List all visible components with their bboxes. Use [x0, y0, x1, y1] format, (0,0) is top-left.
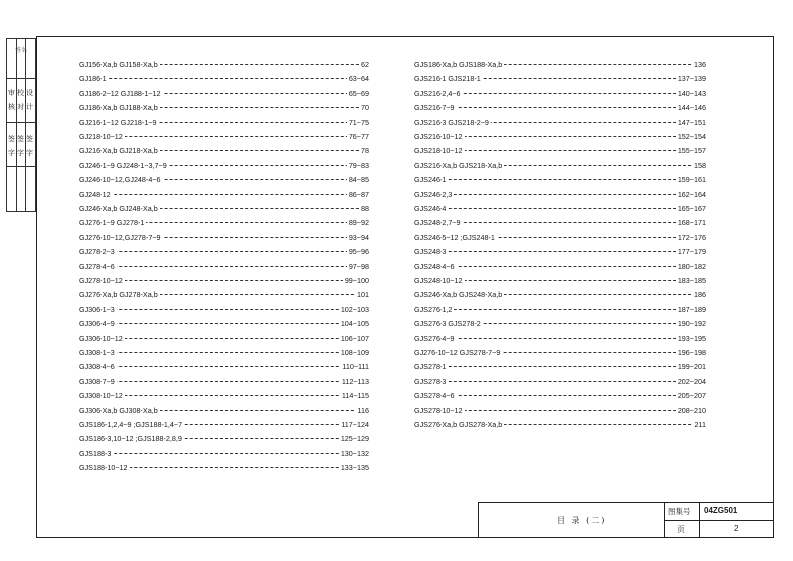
- toc-entry-page: 106~107: [340, 333, 369, 343]
- dotted-leader: [414, 107, 706, 108]
- toc-entry-code: GJS278-3: [414, 376, 447, 386]
- dotted-leader: [414, 179, 706, 180]
- toc-entry-code: GJ216-Xa,b GJ218-Xa,b: [79, 146, 158, 156]
- toc-entry: [79, 288, 369, 301]
- toc-entry-code: GJ246-Xa,b GJ248-Xa,b: [79, 204, 158, 213]
- toc-entry: [414, 101, 706, 114]
- toc-entry-code: GJ306-4~9: [79, 319, 115, 329]
- toc-entry: [79, 404, 369, 417]
- toc-entry: [79, 360, 369, 373]
- toc-entry: [79, 87, 369, 100]
- toc-entry-code: GJS216-1 GJS218-1: [414, 74, 481, 84]
- toc-entry-code: GJ278-2~3: [79, 247, 115, 257]
- approval-strip: [6, 38, 36, 212]
- dotted-leader: [414, 366, 706, 367]
- toc-entry: [79, 260, 369, 273]
- toc-entry: [414, 202, 706, 215]
- toc-entry: [414, 58, 706, 71]
- toc-entry: [79, 303, 369, 316]
- toc-entry: [79, 130, 369, 143]
- strip-cell: 核: [8, 103, 15, 111]
- toc-entry-page: 133~135: [340, 463, 369, 473]
- toc-entry-code: GJS246-5~12 ;GJS248-1: [414, 232, 495, 242]
- toc-entry-code: GJ218-10~12: [79, 132, 123, 141]
- atlas-number: 04ZG501: [704, 506, 738, 515]
- toc-entry-page: 97~98: [348, 261, 369, 271]
- toc-entry-page: 70: [361, 103, 369, 113]
- dotted-leader: [414, 309, 706, 310]
- toc-entry-code: GJ276-10~12,GJ278-7~9: [79, 232, 161, 242]
- toc-entry-page: 177~179: [677, 247, 706, 257]
- toc-entry-page: 117~124: [341, 420, 369, 429]
- toc-entry: [79, 144, 369, 157]
- toc-entry: [414, 116, 706, 129]
- toc-entry-code: GJS278-1: [414, 362, 447, 372]
- toc-entry-page: 186: [694, 290, 706, 300]
- toc-entry-page: 108~109: [340, 348, 369, 357]
- toc-entry: [79, 72, 369, 85]
- dotted-leader: [79, 352, 369, 353]
- toc-entry-code: GJS218-10~12: [414, 146, 463, 156]
- toc-entry: [79, 245, 369, 258]
- toc-entry-code: GJ186-Xa,b GJ188-Xa,b: [79, 103, 158, 113]
- toc-entry: [79, 173, 369, 186]
- toc-entry: [414, 72, 706, 85]
- toc-entry-page: 62: [361, 60, 369, 69]
- toc-entry-code: GJ278-10~12: [79, 276, 123, 285]
- toc-entry-code: GJ308-7~9: [79, 376, 115, 386]
- toc-entry-page: 193~195: [677, 333, 706, 343]
- toc-entry-page: 180~182: [677, 261, 706, 271]
- toc-entry-page: 190~192: [677, 319, 706, 329]
- toc-entry-page: 95~96: [348, 247, 369, 257]
- toc-entry-page: 110~111: [342, 362, 369, 372]
- dotted-leader: [414, 194, 706, 195]
- toc-entry: [414, 288, 706, 301]
- toc-entry: [79, 231, 369, 244]
- toc-entry: [414, 418, 706, 431]
- toc-entry-code: GJS248-10~12: [414, 276, 463, 285]
- toc-entry-code: GJS186-Xa,b GJS188-Xa,b: [414, 60, 503, 69]
- toc-entry: [414, 144, 706, 157]
- strip-row: [7, 79, 35, 123]
- toc-entry-code: GJS248-4~6: [414, 261, 455, 271]
- toc-entry: [79, 432, 369, 445]
- toc-entry-code: GJ248-12: [79, 189, 111, 199]
- toc-entry: [414, 159, 706, 172]
- toc-entry: [79, 346, 369, 359]
- toc-entry-page: 196~198: [677, 348, 706, 357]
- toc-entry-code: GJ308-10~12: [79, 391, 123, 401]
- toc-entry-code: GJS278-4~6: [414, 391, 455, 401]
- toc-entry-page: 84~85: [348, 175, 369, 185]
- dotted-leader: [79, 366, 369, 367]
- toc-entry: [414, 130, 706, 143]
- toc-entry: [414, 245, 706, 258]
- dotted-leader: [414, 338, 706, 339]
- toc-entry-code: GJS216-10~12: [414, 132, 463, 141]
- toc-entry-page: 162~164: [677, 189, 706, 199]
- toc-entry-page: 93~94: [348, 232, 369, 242]
- toc-entry: [79, 461, 369, 474]
- toc-entry: [414, 260, 706, 273]
- toc-entry: [414, 375, 706, 388]
- toc-entry-page: 86~87: [348, 189, 369, 199]
- toc-entry-code: GJ276-1~9 GJ278-1: [79, 218, 145, 228]
- toc-entry-code: GJS248-2,7~9: [414, 218, 461, 228]
- toc-entry-code: GJS188-3: [79, 448, 112, 458]
- title-block: [478, 502, 774, 538]
- toc-entry-code: GJ156-Xa,b GJ158-Xa,b: [79, 60, 158, 69]
- toc-entry: [79, 389, 369, 402]
- toc-entry-page: 159~161: [677, 175, 706, 185]
- toc-entry-code: GJS216-3 GJS218-2~9: [414, 117, 489, 127]
- toc-entry: [79, 447, 369, 460]
- strip-signature-row: [7, 39, 35, 79]
- toc-entry-page: 114~115: [341, 391, 369, 401]
- toc-entry: [414, 317, 706, 330]
- strip-cell: 字: [26, 149, 33, 157]
- strip-cell: 签: [8, 135, 15, 143]
- toc-entry-page: 147~151: [677, 117, 706, 127]
- atlas-number-label: 图集号: [668, 507, 691, 516]
- toc-entry-code: GJ246-1~9 GJ248-1~3,7~9: [79, 160, 167, 170]
- toc-entry-code: GJS246-2,3: [414, 189, 453, 199]
- toc-entry-page: 211: [694, 420, 706, 429]
- toc-entry-page: 168~171: [677, 218, 706, 228]
- toc-entry-page: 144~146: [677, 103, 706, 113]
- toc-entry: [79, 101, 369, 114]
- toc-entry-page: 140~143: [677, 88, 706, 98]
- toc-entry: [414, 332, 706, 345]
- toc-entry: [79, 116, 369, 129]
- dotted-leader: [79, 78, 369, 79]
- strip-cell: 签: [26, 135, 33, 143]
- toc-entry-page: 88: [361, 204, 369, 213]
- toc-entry-code: GJS188-10~12: [79, 463, 128, 473]
- toc-entry-code: GJS186-1,2,4~9 ;GJS188-1,4~7: [79, 420, 183, 429]
- toc-entry-page: 183~185: [677, 276, 706, 285]
- toc-entry-page: 130~132: [340, 448, 369, 458]
- toc-entry-page: 71~75: [348, 117, 369, 127]
- dotted-leader: [79, 381, 369, 382]
- strip-cell: 签: [17, 135, 24, 143]
- toc-entry: [79, 58, 369, 71]
- toc-entry-code: GJ306-10~12: [79, 333, 123, 343]
- toc-entry: [414, 389, 706, 402]
- toc-entry: [414, 274, 706, 287]
- strip-cell: 字: [8, 149, 15, 157]
- toc-entry-code: GJ186-2~12 GJ188-1~12: [79, 88, 161, 98]
- toc-entry-page: 79~83: [348, 160, 369, 170]
- strip-cell: 校: [17, 89, 24, 97]
- toc-entry-code: GJ276-Xa,b GJ278-Xa,b: [79, 290, 158, 300]
- toc-entry: [414, 404, 706, 417]
- strip-cell: 设: [26, 89, 33, 97]
- toc-entry-page: 172~176: [677, 232, 706, 242]
- toc-entry: [414, 188, 706, 201]
- toc-entry-code: GJ306-Xa,b GJ308-Xa,b: [79, 405, 158, 415]
- toc-entry-page: 165~167: [677, 204, 706, 213]
- toc-entry-code: GJS278-10~12: [414, 405, 463, 415]
- toc-entry-page: 104~105: [340, 319, 369, 329]
- toc-entry-page: 116: [357, 405, 369, 415]
- toc-entry-page: 199~201: [677, 362, 706, 372]
- toc-entry: [414, 346, 706, 359]
- toc-entry-page: 152~154: [677, 132, 706, 141]
- toc-entry-page: 187~189: [677, 304, 706, 314]
- page-label: 页: [677, 525, 685, 534]
- toc-entry: [79, 216, 369, 229]
- toc-entry: [79, 418, 369, 431]
- toc-entry: [79, 202, 369, 215]
- toc-entry: [79, 159, 369, 172]
- page-number: 2: [734, 524, 739, 533]
- toc-entry: [79, 274, 369, 287]
- toc-entry-code: GJ276-10~12 GJS278-7~9: [414, 348, 501, 357]
- dotted-leader: [414, 395, 706, 396]
- signature-scribble: 签名: [14, 47, 27, 54]
- toc-entry-page: 202~204: [677, 376, 706, 386]
- toc-entry: [414, 231, 706, 244]
- toc-entry-page: 155~157: [677, 146, 706, 156]
- toc-entry: [414, 216, 706, 229]
- strip-cell: 计: [26, 103, 33, 111]
- title-block-divider: [699, 503, 700, 537]
- toc-entry-page: 158: [694, 160, 706, 170]
- dotted-leader: [79, 266, 369, 267]
- dotted-leader: [414, 208, 706, 209]
- toc-entry-code: GJ186-1: [79, 74, 107, 84]
- toc-entry: [414, 87, 706, 100]
- toc-entry: [414, 360, 706, 373]
- toc-entry-page: 125~129: [340, 434, 369, 444]
- toc-entry-page: 63~64: [348, 74, 369, 84]
- strip-cell: 对: [17, 103, 24, 111]
- title-block-divider: [664, 520, 774, 521]
- dotted-leader: [414, 251, 706, 252]
- dotted-leader: [79, 453, 369, 454]
- toc-entry-page: 99~100: [344, 276, 369, 285]
- strip-cell: 字: [17, 149, 24, 157]
- toc-entry-page: 65~69: [348, 88, 369, 98]
- toc-entry-page: 78: [361, 146, 369, 156]
- toc-entry: [79, 317, 369, 330]
- toc-entry-code: GJ216-1~12 GJ218-1~9: [79, 117, 157, 127]
- toc-entry-code: GJS216-Xa,b GJS218-Xa,b: [414, 160, 503, 170]
- toc-entry-page: 112~113: [341, 376, 369, 386]
- toc-entry-code: GJS276-1,2: [414, 304, 453, 314]
- strip-cell: 审: [8, 89, 15, 97]
- toc-entry-code: GJS248-3: [414, 247, 447, 257]
- toc-entry-code: GJS246-Xa,b GJS248-Xa,b: [414, 290, 503, 300]
- dotted-leader: [79, 309, 369, 310]
- toc-entry: [79, 188, 369, 201]
- dotted-leader: [414, 266, 706, 267]
- toc-entry-code: GJ306-1~3: [79, 304, 115, 314]
- toc-entry-page: 205~207: [677, 391, 706, 401]
- strip-row: [7, 123, 35, 167]
- document-title: 目 录 (二): [557, 516, 607, 525]
- toc-entry-code: GJS276-Xa,b GJS278-Xa,b: [414, 420, 503, 429]
- toc-entry-code: GJ246-10~12,GJ248-4~6: [79, 175, 161, 185]
- dotted-leader: [79, 251, 369, 252]
- toc-entry-code: GJS276-3 GJS278-2: [414, 319, 481, 329]
- toc-entry: [414, 303, 706, 316]
- dotted-leader: [79, 323, 369, 324]
- toc-entry: [79, 375, 369, 388]
- toc-entry: [414, 173, 706, 186]
- toc-entry-page: 208~210: [677, 405, 706, 415]
- dotted-leader: [414, 381, 706, 382]
- toc-entry-code: GJS216-7~9: [414, 103, 455, 113]
- toc-entry-code: GJS246-1: [414, 175, 447, 185]
- toc-entry-page: 89~92: [348, 218, 369, 228]
- toc-entry-code: GJS186-3,10~12 ;GJS188-2,8,9: [79, 434, 182, 444]
- toc-entry-page: 136: [694, 60, 706, 69]
- toc-entry-page: 76~77: [348, 132, 369, 141]
- toc-entry-code: GJS246-4: [414, 204, 447, 213]
- dotted-leader: [79, 194, 369, 195]
- toc-entry-code: GJ308-4~6: [79, 362, 115, 372]
- toc-entry: [79, 332, 369, 345]
- toc-entry-page: 137~139: [677, 74, 706, 84]
- toc-entry-page: 102~103: [340, 304, 369, 314]
- toc-entry-page: 101: [357, 290, 369, 300]
- toc-entry-code: GJS276-4~9: [414, 333, 455, 343]
- toc-entry-code: GJS216-2,4~6: [414, 88, 461, 98]
- toc-entry-code: GJ278-4~6: [79, 261, 115, 271]
- toc-entry-code: GJ308-1~3: [79, 348, 115, 357]
